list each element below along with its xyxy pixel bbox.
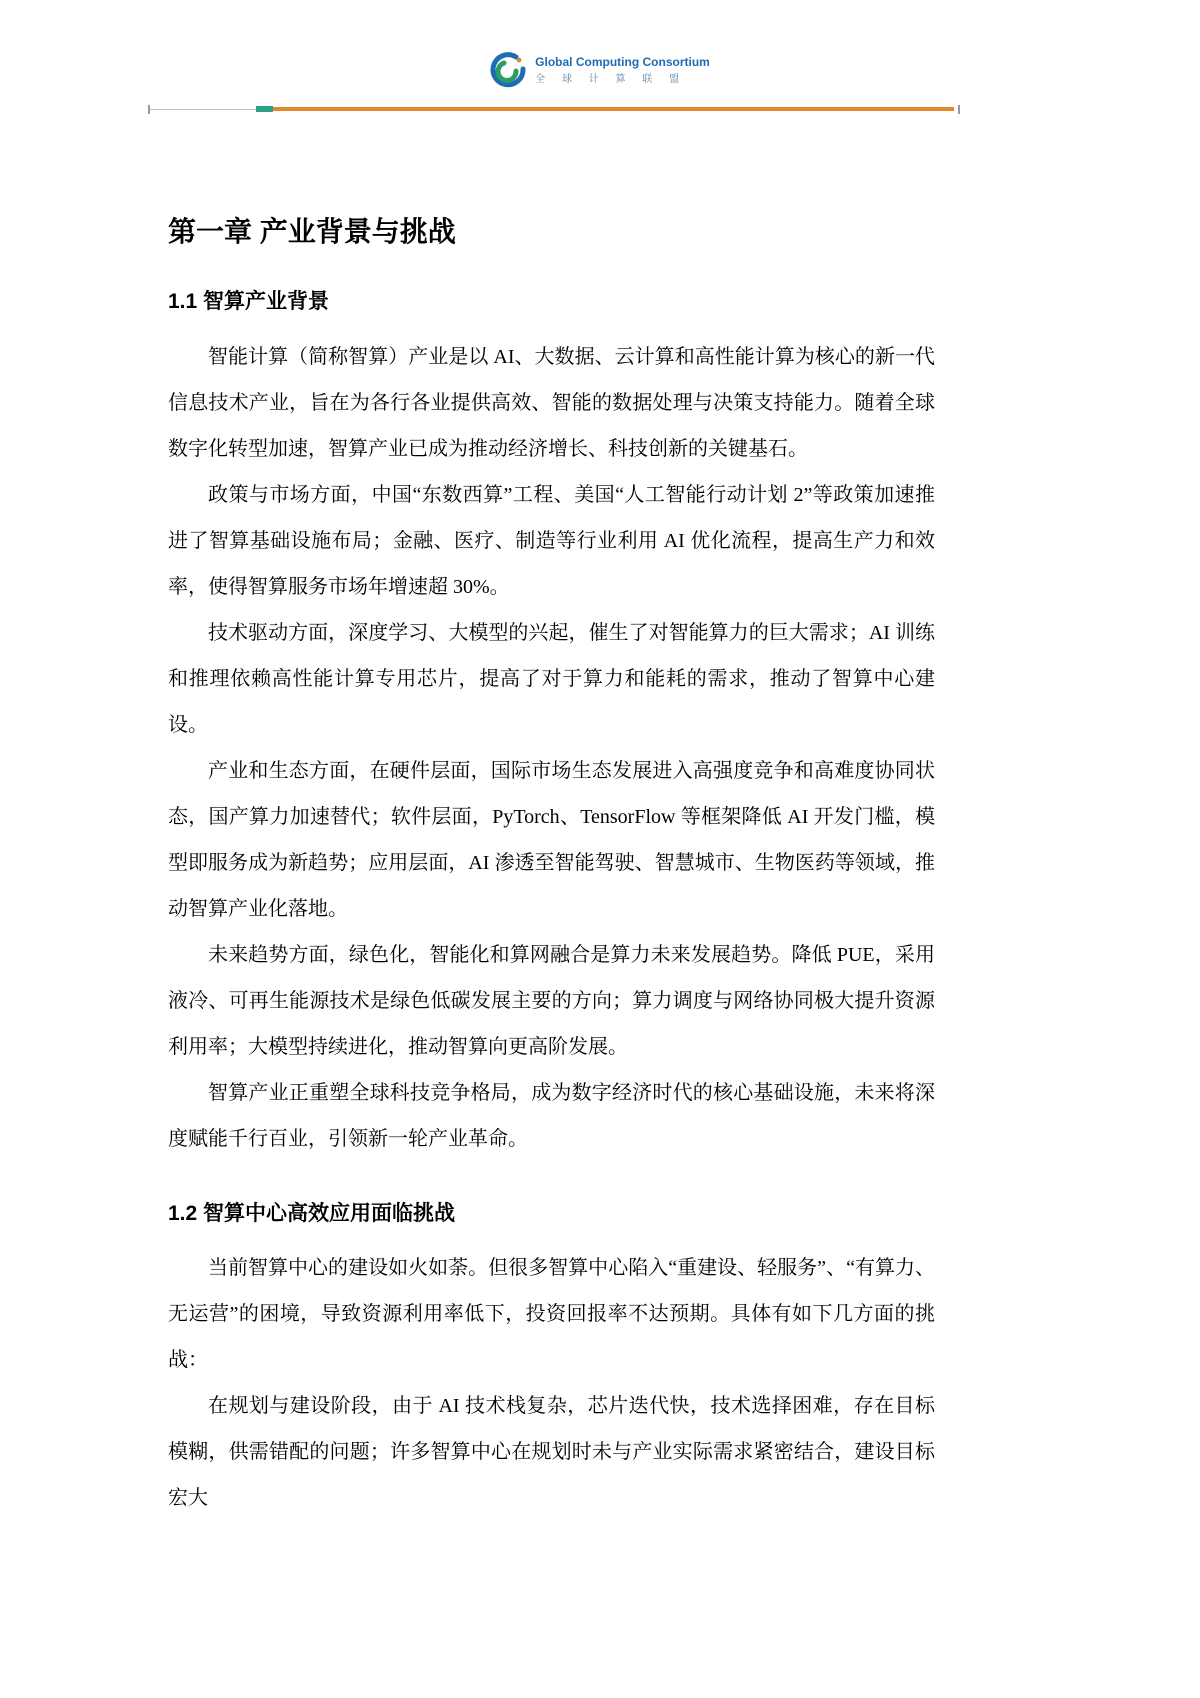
- body-paragraph: 产业和生态方面，在硬件层面，国际市场生态发展进入高强度竞争和高难度协同状态，国产算力加速替代；软件层面，PyTorch、TensorFlow 等框架降低 AI 开发门槛，模型即服务成为新趋势；应用层面，AI 渗透至智能驾驶、智慧城市、生物医药等领域，推动智算产业化落地。: [168, 759, 935, 920]
- section-heading-1-1: 1.1 智算产业背景: [168, 290, 330, 314]
- rule-orange-segment: [273, 107, 954, 111]
- gcc-logo-icon: [490, 52, 526, 88]
- section-1-2: [168, 1200, 935, 1521]
- section-1-1: [168, 288, 935, 1161]
- gcc-logo: [490, 52, 710, 88]
- body-paragraph: 在规划与建设阶段，由于 AI 技术栈复杂，芯片迭代快，技术选择困难，存在目标模糊，供需错配的问题；许多智算中心在规划时未与产业实际需求紧密结合，建设目标宏大: [168, 1394, 935, 1509]
- body-paragraph: 当前智算中心的建设如火如荼。但很多智算中心陷入“重建设、轻服务”、“有算力、无运营”的困境，导致资源利用率低下，投资回报率不达预期。具体有如下几方面的挑战：: [168, 1256, 935, 1371]
- body-paragraph: 政策与市场方面，中国“东数西算”工程、美国“人工智能行动计划 2”等政策加速推进了智算基础设施布局；金融、医疗、制造等行业利用 AI 优化流程，提高生产力和效率，使得智算服务市场年增速超 30%。: [168, 483, 935, 598]
- body-paragraph: 智能计算（简称智算）产业是以 AI、大数据、云计算和高性能计算为核心的新一代信息技术产业，旨在为各行各业提供高效、智能的数据处理与决策支持能力。随着全球数字化转型加速，智算产业已成为推动经济增长、科技创新的关键基石。: [168, 345, 935, 460]
- logo-title: Global Computing Consortium: [535, 55, 710, 70]
- body-paragraph: 技术驱动方面，深度学习、大模型的兴起，催生了对智能算力的巨大需求；AI 训练和推理依赖高性能计算专用芯片，提高了对于算力和能耗的需求，推动了智算中心建设。: [168, 621, 935, 736]
- page-header: [0, 0, 1200, 88]
- rule-right-tick: [958, 105, 960, 114]
- body-paragraph: 未来趋势方面，绿色化，智能化和算网融合是算力未来发展趋势。降低 PUE，采用液冷、可再生能源技术是绿色低碳发展主要的方向；算力调度与网络协同极大提升资源利用率；大模型持续进化，推动智算向更高阶发展。: [168, 943, 935, 1058]
- section-heading-1-2: 1.2 智算中心高效应用面临挑战: [168, 1201, 456, 1225]
- rule-teal-segment: [256, 106, 273, 112]
- logo-subtitle: 全 球 计 算 联 盟: [535, 73, 687, 85]
- chapter-title: 第一章 产业背景与挑战: [168, 216, 456, 247]
- document-content: [0, 214, 1200, 1601]
- body-paragraph: 智算产业正重塑全球科技竞争格局，成为数字经济时代的核心基础设施，未来将深度赋能千行百业，引领新一轮产业革命。: [168, 1081, 935, 1150]
- rule-thin-segment: [150, 109, 256, 110]
- gcc-logo-text: [535, 55, 710, 84]
- header-rule: [148, 104, 960, 114]
